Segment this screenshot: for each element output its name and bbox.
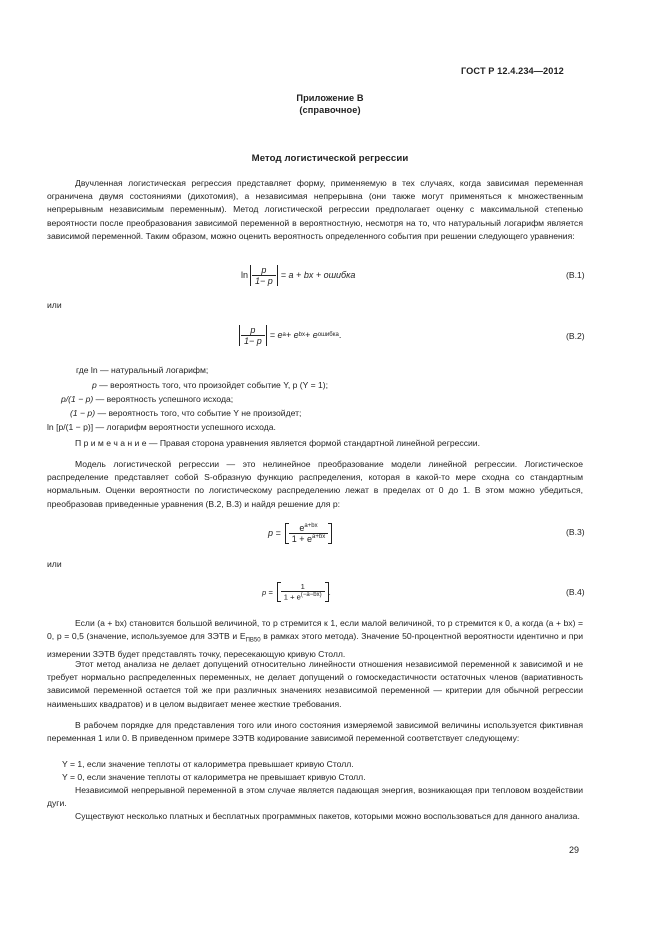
eq-b4-brackets xyxy=(277,582,329,602)
eq-b3-num: e xyxy=(299,522,305,533)
equation-b2 xyxy=(239,318,341,352)
eq-b4-den: 1 + e xyxy=(283,592,301,602)
p3-rest: в рамках этого метода). Значение 50-процентной вероятности идентично и при измерении ЗЭТВ будет представлять точку, пересекающую кривую Столл. xyxy=(47,631,583,660)
eq-b4-dot: . xyxy=(328,587,331,597)
eq-b3-label: (В.3) xyxy=(566,527,585,537)
eq-b4-label: (В.4) xyxy=(566,587,585,597)
eq-b2-abs xyxy=(239,325,267,346)
eq-b4-num: 1 xyxy=(281,582,325,592)
p3-sub: ПВ50 xyxy=(245,637,261,644)
definition-row: (1 − p) — вероятность того, что событие Y не произойдет; xyxy=(70,408,302,418)
paragraph-independent: Независимой непрерывной переменной в этом случае является падающая энергия, возникающая при тепловом воздействии дуги. xyxy=(47,785,583,809)
note-label: П р и м е ч а н и е xyxy=(75,438,147,448)
eq-b4-den-sup: (−a−bx) xyxy=(300,592,322,599)
appendix-title: Приложение В xyxy=(296,93,364,103)
eq-b1-num: p xyxy=(252,265,276,276)
p3-text: Если (a + bx) становится большой величиной, то p стремится к 1, если малой величиной, то p стремится к 0, а когда (a + bx) = 0, p = 0,5 (значение, используемое для ЗЭТВ и E xyxy=(47,618,583,642)
paragraph-model: Модель логистической регрессии — это нелинейное преобразование модели линейной регрессии. Логистическое распределение представляет собой S-образную функцию распределения, которая в какой-то мере сходна со стандартным нормальным. Оценки вероятности по логистическому распределению лежат в пределах от 0 до 1. В этом можно убедиться, преобразовав приведенные уравнения (В.2, В.3) и найдя решение для p: xyxy=(47,459,583,509)
def-text: вероятность успешного исхода; xyxy=(106,394,234,404)
eq-b2-plus2: + e xyxy=(305,330,318,340)
eq-b3-brackets xyxy=(285,523,332,544)
eq-b2-sup2: bx xyxy=(298,332,305,338)
section-title: Метод логистической регрессии xyxy=(251,153,409,164)
paragraph-software: Существуют несколько платных и бесплатных программных пакетов, которыми можно воспользоваться для данного анализа. xyxy=(75,811,580,821)
equation-b3 xyxy=(268,515,332,551)
eq-b2-num: p xyxy=(241,325,265,336)
eq-b1-den: 1− p xyxy=(255,275,273,286)
def-text: логарифм вероятности успешного исхода. xyxy=(106,422,276,432)
def-text: натуральный логарифм; xyxy=(111,365,209,375)
eq-b2-sup1: a xyxy=(282,332,286,338)
eq-b1-rhs: = a + bx + ошибка xyxy=(280,270,356,280)
def-term: p/(1 − p) xyxy=(61,394,94,404)
coding-y1: Y = 1, если значение теплоты от калориметра превышает кривую Столл. xyxy=(62,759,354,769)
page-number: 29 xyxy=(569,845,580,855)
eq-b3-lhs: p = xyxy=(268,528,281,538)
eq-b2-eq: = e xyxy=(269,330,283,340)
def-term: (1 − p) xyxy=(70,408,96,418)
eq-b3-den-sup: a+bx xyxy=(312,533,326,540)
note-text: — Правая сторона уравнения является формой стандартной линейной регрессии. xyxy=(146,438,480,448)
def-term: p xyxy=(92,380,97,390)
definition-row: где ln — натуральный логарифм; xyxy=(76,365,209,375)
eq-b2-sup3: ошибка xyxy=(317,332,339,338)
definition-row: p/(1 − p) — вероятность успешного исхода; xyxy=(61,394,234,404)
paragraph-limits xyxy=(47,617,583,661)
eq-b2-label: (В.2) xyxy=(566,331,585,341)
paragraph-dummy: В рабочем порядке для представления того или иного состояния измеряемой зависимой величины используется фиктивная переменная 1 или 0. В приведенном примере ЗЭТВ кодирование зависимой переменной соответствует следующему: xyxy=(47,720,583,744)
eq-b1-ln: ln xyxy=(241,270,249,280)
def-text: вероятность того, что произойдет событие Y, p (Y = 1); xyxy=(110,380,329,390)
eq-b3-den: 1 + e xyxy=(291,533,313,544)
standard-code: ГОСТ Р 12.4.234—2012 xyxy=(461,66,564,76)
paragraph-intro: Двучленная логистическая регрессия представляет форму, применяемую в тех случаях, когда зависимая переменная ограничена двумя состояниями (дихотомия), а независимая непрерывна (они также могут применяться к множественным непрерывным независимым переменным). Метод логистической регрессии предполагает оценку с максимальной степенью вероятности после преобразования зависимой переменной в вероятностную, несмотря на то, что натуральный логарифм является зависимой переменной. Таким образом, можно оценить вероятность определенного события при решении следующего уравнения: xyxy=(47,178,583,241)
eq-b2-plus1: + e xyxy=(285,330,299,340)
or-text-1: или xyxy=(47,300,62,310)
eq-b1-label: (В.1) xyxy=(566,270,585,280)
eq-b1-abs xyxy=(250,265,278,286)
or-text-2: или xyxy=(47,559,62,569)
equation-b1 xyxy=(241,259,355,291)
equation-b4 xyxy=(262,576,331,608)
def-term: ln [p/(1 − p)] xyxy=(47,422,94,432)
coding-y0: Y = 0, если значение теплоты от калориметра не превышает кривую Столл. xyxy=(62,772,366,782)
def-text: вероятность того, что событие Y не произойдет; xyxy=(108,408,302,418)
paragraph-assumptions: Этот метод анализа не делает допущений относительно линейности отношения независимой переменной к зависимой и не требует нормально распределенных переменных, не делает допущений о гомоскедастичности остаточных членов (вариативность зависимой переменной остается той же при различных значениях независимой переменной — критерии для обычной регрессии наименьших квадратов) и в целом выдвигает менее жесткие требования. xyxy=(47,659,583,709)
eq-b4-lhs: p = xyxy=(262,587,273,597)
eq-b3-num-sup: a+bx xyxy=(304,522,318,529)
eq-b2-dot: . xyxy=(338,330,342,340)
eq-b2-den: 1− p xyxy=(244,335,262,346)
definition-row: p — вероятность того, что произойдет событие Y, p (Y = 1); xyxy=(92,380,329,390)
def-term: где ln xyxy=(76,365,98,375)
appendix-subtitle: (справочное) xyxy=(299,105,361,115)
definition-row: ln [p/(1 − p)] — логарифм вероятности успешного исхода. xyxy=(47,422,276,432)
note xyxy=(75,437,480,450)
